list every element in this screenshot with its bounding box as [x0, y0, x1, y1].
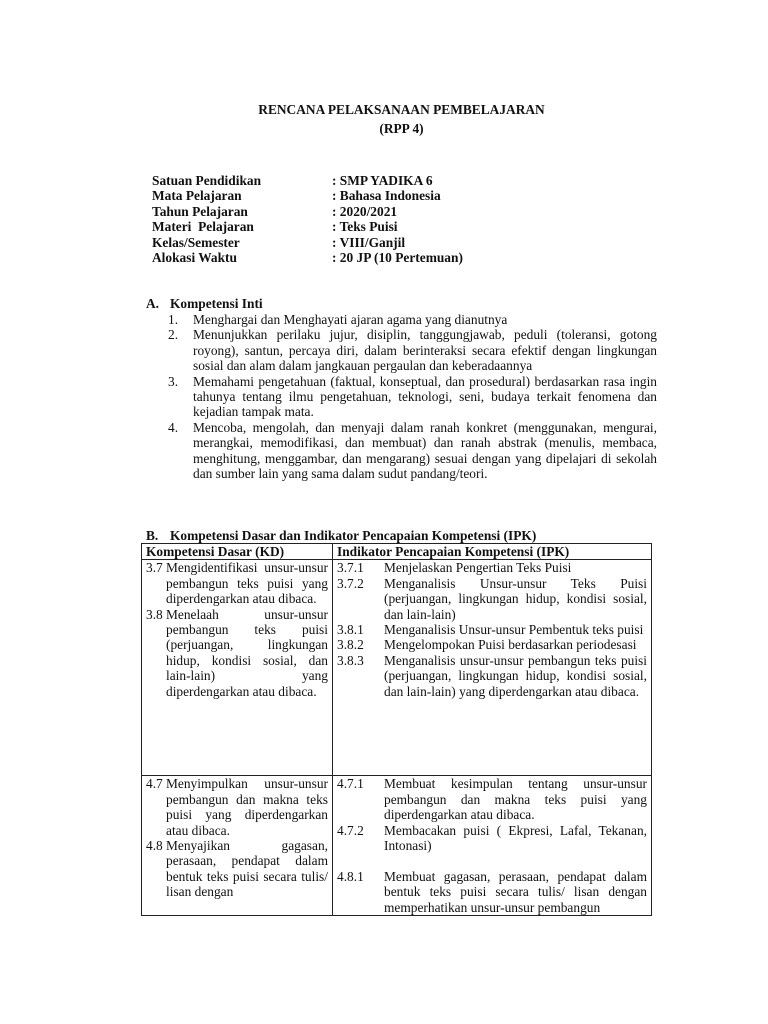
document-subtitle: (RPP 4): [379, 121, 424, 136]
kd-number: 3.7: [146, 560, 163, 576]
ipk-text: Menganalisis unsur-unsur pembangun teks puisi (perjuangan, lingkungan hidup, kondisi sosial, dan lain-lain) yang diperdengarkan atau dibaca.: [384, 652, 647, 699]
identity-value: : VIII/Ganjil: [332, 234, 406, 250]
identity-label: Tahun Pelajaran: [152, 203, 248, 219]
identity-row: [152, 250, 463, 265]
identity-label: Materi Pelajaran: [152, 219, 254, 235]
kd-text: Menyimpulkan unsur-unsur pembangun dan makna teks puisi yang diperdengarkan atau dibaca.: [166, 776, 328, 838]
section-title: Kompetensi Inti: [170, 296, 263, 311]
ipk-item: [337, 653, 647, 699]
identity-label: Satuan Pendidikan: [152, 173, 262, 188]
identity-value: : Teks Puisi: [332, 219, 398, 235]
ipk-item: [337, 576, 647, 622]
ipk-number: 4.7.2: [337, 822, 364, 838]
list-number: 1.: [168, 312, 179, 327]
identity-value: : Bahasa Indonesia: [332, 188, 441, 204]
ipk-text: Menganalisis Unsur-unsur Pembentuk teks puisi: [384, 622, 644, 638]
ipk-item: [337, 869, 647, 915]
ipk-item: [337, 823, 647, 854]
ipk-text: Mengelompokan Puisi berdasarkan periodesasi: [384, 637, 637, 653]
ipk-cell: [333, 560, 652, 776]
list-text: Menghargai dan Menghayati ajaran agama yang dianutnya: [193, 312, 508, 327]
section-b-heading: [146, 528, 536, 543]
ipk-number: 3.8.3: [337, 652, 364, 668]
kd-item: [146, 607, 328, 699]
list-text: Mencoba, mengolah, dan menyaji dalam ranah konkret (menggunakan, mengurai, merangkai, memodifikasi, dan membuat) dan ranah abstrak (menulis, membaca, menghitung, menggambar, dan mengarang) sesuai dengan yang dipelajari di sekolah dan sumber lain yang sama dalam sudut pandang/teori.: [193, 419, 657, 482]
list-number: 4.: [168, 419, 179, 435]
ipk-text: Menjelaskan Pengertian Teks Puisi: [384, 560, 572, 576]
identity-row: [152, 235, 463, 250]
section-title: Kompetensi Dasar dan Indikator Pencapaian Kompetensi (IPK): [170, 528, 537, 543]
identity-label: Kelas/Semester: [152, 234, 240, 250]
ipk-number: 3.7.2: [337, 575, 364, 591]
ipk-item: [337, 776, 647, 822]
ipk-number: 3.8.2: [337, 637, 364, 653]
kd-text: Menelaah unsur-unsur pembangun teks puisi (perjuangan, lingkungan hidup, kondisi sosial, dan lain-lain) yang diperdengarkan atau dibaca.: [166, 606, 328, 699]
document-title: RENCANA PELAKSANAAN PEMBELAJARAN: [258, 102, 545, 117]
list-item: [168, 327, 657, 373]
list-text: Memahami pengetahuan (faktual, konseptual, dan prosedural) berdasarkan rasa ingin tahunya tentang ilmu pengetahuan, teknologi, seni, budaya terkait fenomena dan kejadian tampak mata.: [193, 373, 657, 420]
identity-value: : SMP YADIKA 6: [332, 173, 433, 188]
identity-value: : 20 JP (10 Pertemuan): [332, 249, 463, 265]
list-text: Menunjukkan perilaku jujur, disiplin, tanggungjawab, peduli (toleransi, gotong royong), santun, percaya diri, dalam berinteraksi secara efektif dengan lingkungan sosial dan alam dalam jangkauan pergaulan dan keberadaannya: [193, 327, 657, 374]
list-item: [168, 374, 657, 420]
identity-block: [152, 173, 463, 265]
table-header-row: [142, 544, 652, 560]
column-header-kd: Kompetensi Dasar (KD): [142, 544, 333, 560]
identity-row: [152, 173, 463, 188]
identity-value: : 2020/2021: [332, 203, 398, 219]
identity-row: [152, 219, 463, 234]
ipk-number: 4.8.1: [337, 868, 364, 884]
list-number: 3.: [168, 373, 179, 389]
kd-number: 4.8: [146, 838, 163, 854]
kd-number: 3.8: [146, 606, 163, 622]
ipk-number: 4.7.1: [337, 776, 364, 792]
ipk-text: Membuat kesimpulan tentang unsur-unsur pembangun dan makna teks puisi yang diperdengarkan atau dibaca.: [384, 776, 647, 823]
identity-row: [152, 204, 463, 219]
ipk-item: [337, 637, 647, 652]
identity-label: Alokasi Waktu: [152, 249, 237, 265]
kompetensi-inti-list: [168, 312, 657, 481]
section-a-heading: [146, 296, 263, 311]
ipk-item: [337, 622, 647, 637]
kd-number: 4.7: [146, 776, 163, 792]
ipk-cell: [333, 776, 652, 916]
ipk-text: Menganalisis Unsur-unsur Teks Puisi (perjuangan, lingkungan hidup, kondisi sosial, dan lain-lain): [384, 575, 647, 622]
identity-row: [152, 188, 463, 203]
section-letter: A.: [146, 296, 160, 311]
ipk-number: 3.8.1: [337, 622, 364, 638]
section-letter: B.: [146, 528, 159, 543]
kd-item: [146, 560, 328, 606]
kd-item: [146, 838, 328, 900]
ipk-text: Membuat gagasan, perasaan, pendapat dalam bentuk teks puisi secara tulis/ lisan dengan memperhatikan unsur-unsur pembangun: [384, 868, 647, 915]
kd-cell: [142, 776, 333, 916]
column-header-ipk: Indikator Pencapaian Kompetensi (IPK): [333, 544, 652, 560]
list-number: 2.: [168, 327, 179, 343]
table-row: [142, 776, 652, 916]
list-item: [168, 420, 657, 482]
kd-text: Mengidentifikasi unsur-unsur pembangun teks puisi yang diperdengarkan atau dibaca.: [166, 560, 328, 607]
table-row: [142, 560, 652, 776]
list-item: [168, 312, 657, 327]
kd-item: [146, 776, 328, 838]
kd-ipk-table: [141, 543, 652, 916]
identity-label: Mata Pelajaran: [152, 188, 242, 204]
kd-cell: [142, 560, 333, 776]
ipk-text: Membacakan puisi ( Ekpresi, Lafal, Tekanan, Intonasi): [384, 822, 647, 854]
ipk-item: [337, 560, 647, 575]
kd-text: Menyajikan gagasan, perasaan, pendapat dalam bentuk teks puisi secara tulis/ lisan dengan: [166, 838, 328, 900]
ipk-number: 3.7.1: [337, 560, 364, 576]
